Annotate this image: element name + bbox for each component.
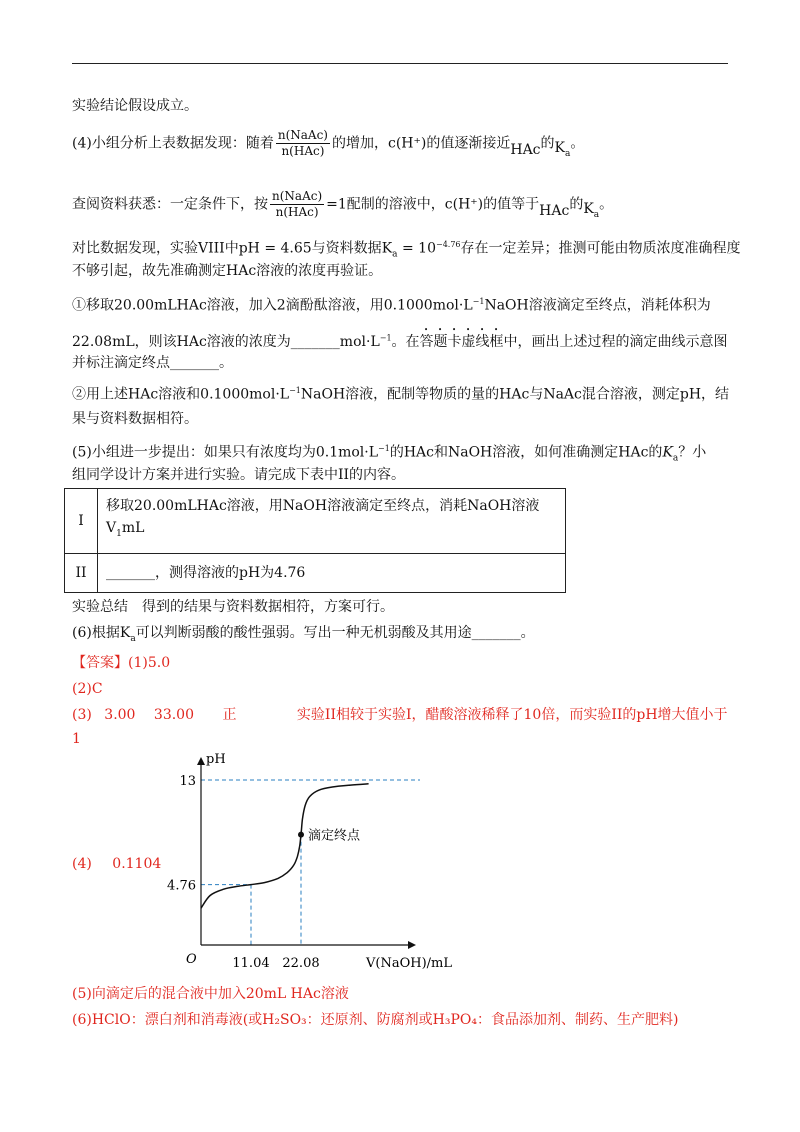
answer-6: (6)HClO：漂白剂和消毒液(或H₂SO₃：还原剂、防腐剂或H₃PO₄：食品添加剂、制药、生产肥料) — [72, 1012, 679, 1028]
ratio-numerator: n(NaAc) — [277, 128, 328, 142]
titration-chart — [160, 745, 460, 975]
q4-end-2: 。 — [599, 196, 614, 213]
ref-c: 的值等于 — [483, 196, 540, 213]
ka-a-3: a — [392, 249, 398, 260]
a3-v3: 正 — [222, 707, 237, 723]
x-tick-label: 22.08 — [282, 956, 320, 971]
ka-k-2: K — [583, 200, 594, 217]
step1-line-3: 并标注滴定终点_______。 — [72, 355, 233, 371]
chart-axes — [197, 757, 416, 949]
q5-exp: −1 — [378, 444, 390, 453]
origin-label: O — [186, 952, 197, 967]
a3-v1: 3.00 — [104, 707, 136, 723]
q5-line-2: 组同学设计方案并进行实验。请完成下表中II的内容。 — [72, 467, 406, 483]
y-tick-label: 13 — [179, 774, 196, 789]
a3-text: 实验II相较于实验I，醋酸溶液稀释了10倍，而实验II的pH增大值小于 — [296, 707, 728, 723]
step2-line-2: 果与资料数据相符。 — [72, 411, 198, 427]
step1-line-1 — [72, 293, 711, 315]
s2-b: NaOH溶液，配制等物质的量的HAc与NaAc混合溶液，测定pH，结 — [300, 386, 730, 403]
r1-text-a: 移取20.00mLHAc溶液，用NaOH溶液滴定至终点，消耗NaOH溶液 — [106, 498, 540, 514]
a3-num: (3) — [72, 707, 92, 723]
row-index: I — [65, 489, 98, 554]
y-axis-label: pH — [206, 752, 226, 767]
conclusion-line: 实验结论假设成立。 — [72, 98, 198, 114]
a3-v2: 33.00 — [153, 707, 195, 723]
q4-line-1 — [72, 128, 584, 159]
s1-a: ①移取20.00mLHAc溶液，加入2滴酚酞溶液，用0.1000mol·L — [72, 297, 473, 314]
ka-k-5: K — [119, 625, 131, 641]
q4-intro-b: 的增加， — [331, 135, 388, 152]
ratio-denominator-2: n(HAc) — [275, 205, 319, 219]
q6-a: (6)根据 — [72, 625, 120, 641]
q5-line-1 — [72, 440, 706, 467]
row-content: _______，测得溶液的pH为4.76 — [98, 554, 566, 593]
answer-3-cont: 1 — [72, 731, 81, 747]
q4-line-4 — [72, 262, 382, 280]
q5-b: 的HAc和NaOH溶液，如何准确测定HAc的 — [389, 444, 663, 461]
row-index: II — [65, 554, 98, 593]
q4-intro-a: (4)小组分析上表数据发现：随着 — [72, 135, 274, 152]
ka-k-3: K — [381, 240, 393, 257]
ka-term — [554, 139, 571, 159]
cmp-eq: = 10 — [397, 240, 436, 257]
ka-a-4: a — [672, 453, 679, 464]
q4-intro-c: 的值逐渐接近 — [426, 135, 511, 152]
q5-a: (5)小组进一步提出：如果只有浓度均为0.1mol·L — [72, 444, 379, 461]
ratio-fraction-2 — [270, 189, 324, 220]
ratio-numerator-2: n(NaAc) — [272, 189, 323, 203]
ka-a-5: a — [130, 633, 136, 644]
chart-ticks — [167, 774, 320, 971]
cmp-d: 溶液的浓度再验证。 — [256, 263, 383, 279]
y-tick-label: 4.76 — [167, 878, 196, 894]
answer-1-text: (1)5.0 — [128, 655, 171, 671]
ka-k: K — [554, 139, 565, 156]
s2-exp: −1 — [289, 386, 301, 395]
answer-4 — [72, 855, 161, 873]
ref-eq: =1 — [326, 196, 347, 213]
s1-d: 。在 — [391, 334, 420, 350]
r1-text-c: mL — [121, 520, 145, 536]
y-axis-arrow — [197, 757, 205, 765]
ratio-denominator: n(HAc) — [281, 144, 325, 158]
x-axis-arrow — [408, 941, 416, 949]
q6-line — [72, 624, 535, 648]
ref-b: 配制的溶液中， — [346, 196, 445, 213]
answer-3 — [72, 706, 728, 724]
plan-table — [64, 488, 566, 593]
a4-num: (4) — [72, 856, 92, 872]
cmp-b: 存在一定差异；推测可能由物质浓度准确程度 — [460, 240, 741, 257]
table-row — [65, 554, 566, 593]
q4-line-2 — [72, 189, 613, 220]
de-text: 的 — [540, 135, 555, 152]
endpoint-dot — [298, 832, 304, 838]
row-content — [98, 489, 566, 554]
q5-c: ？小 — [678, 444, 707, 461]
q4-line-3 — [72, 236, 741, 263]
header-rule — [72, 63, 728, 64]
cmp-a: 对比数据发现，实验VIII中pH = 4.65与资料数据 — [72, 240, 382, 257]
s1-exp: −1 — [472, 297, 485, 306]
r1-text-sub: 1 — [116, 528, 122, 539]
step1-line-2 — [72, 326, 728, 351]
ka-a-2: a — [593, 209, 600, 220]
chart-guides — [201, 780, 420, 945]
s1-exp-2: −1 — [379, 333, 392, 343]
answer-2: (2)C — [72, 681, 103, 697]
ratio-fraction — [276, 128, 330, 159]
ka-a: a — [565, 148, 571, 159]
ref-a: 查阅资料获悉：一定条件下，按 — [72, 196, 268, 213]
de-text-2: 的 — [569, 196, 584, 213]
cmp-exp: −4.76 — [435, 240, 461, 249]
cmp-c: 不够引起，故先准确测定 — [72, 263, 226, 279]
titration-curve — [201, 784, 369, 908]
ch-term-2: c(H⁺) — [444, 196, 484, 213]
q4-end: 。 — [570, 135, 585, 152]
ka-k-4: K — [662, 444, 673, 461]
answer-1 — [72, 654, 170, 672]
s1-c: 22.08mL，则该HAc溶液的浓度为_______mol·L — [72, 334, 380, 350]
r1-text-b: V — [106, 520, 117, 536]
hac-term: HAc — [510, 141, 541, 158]
x-axis-label: V(NaOH)/mL — [366, 956, 452, 971]
hac-term-2: HAc — [539, 202, 570, 219]
s2-a: ②用上述HAc溶液和0.1000mol·L — [72, 386, 290, 403]
hac-term-3: HAc — [226, 263, 257, 279]
step2-line-1 — [72, 382, 729, 404]
x-tick-label: 11.04 — [232, 956, 270, 971]
a4-val: 0.1104 — [112, 856, 162, 872]
ka-term-2 — [583, 200, 600, 220]
endpoint-annotation: 滴定终点 — [308, 828, 361, 844]
answer-head: 【答案】 — [72, 655, 128, 671]
s1-dotted: 答题卡虚线框 — [419, 334, 504, 350]
summary-line: 实验总结 得到的结果与资料数据相符，方案可行。 — [72, 599, 394, 615]
s1-e: 中，画出上述过程的滴定曲线示意图 — [503, 334, 728, 350]
ch-term: c(H⁺) — [387, 135, 427, 152]
table-row — [65, 489, 566, 554]
s1-b: NaOH溶液滴定至终点，消耗体积为 — [484, 297, 711, 314]
answer-5: (5)向滴定后的混合液中加入20mL HAc溶液 — [72, 986, 349, 1002]
q6-b: 可以判断弱酸的酸性强弱。写出一种无机弱酸及其用途_______。 — [135, 625, 535, 641]
